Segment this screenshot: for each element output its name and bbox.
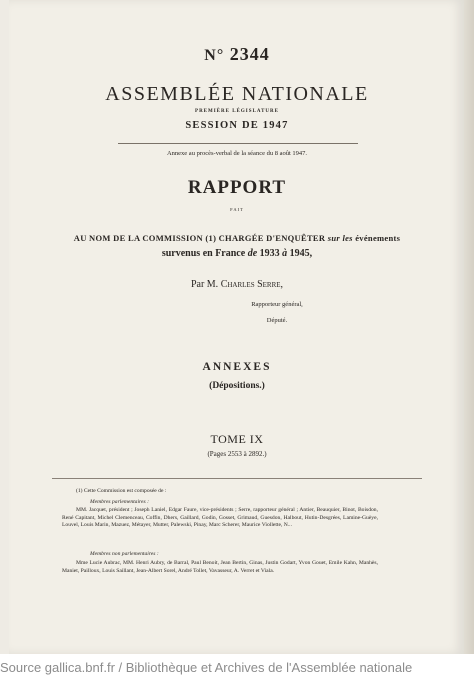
commission-text-italic: à	[282, 248, 288, 259]
rapporteur-role: Rapporteur général,	[251, 301, 303, 308]
page-range: (Pages 2553 à 2892.)	[207, 450, 267, 458]
footnote-heading-parliamentary: Membres parlementaires :	[90, 499, 149, 505]
number-value: 2344	[229, 44, 270, 64]
commission-line-2	[0, 248, 474, 259]
footnote-heading-non-parliamentary: Membres non parlementaires :	[90, 551, 159, 557]
source-attribution: Source gallica.bnf.fr / Bibliothèque et Archives de l'Assemblée nationale	[0, 660, 413, 675]
session-label: SESSION DE 1947	[185, 120, 289, 131]
author-line	[0, 279, 474, 290]
commission-text: survenus en France	[161, 248, 246, 259]
author-prefix: Par M.	[190, 279, 219, 290]
commission-text: AU NOM DE LA COMMISSION (1) CHARGÉE D'ENQUÊTER	[73, 233, 326, 243]
commission-line-1	[0, 233, 474, 243]
commission-text: événements	[355, 233, 401, 243]
annex-minutes-note: Annexe au procès-verbal de la séance du 8 août 1947.	[166, 150, 308, 157]
author-name: Charles Serre,	[220, 279, 284, 290]
footnote-intro: (1) Cette Commission est composée de :	[76, 488, 167, 494]
assembly-title: ASSEMBLÉE NATIONALE	[105, 83, 369, 105]
depute-role: Député.	[266, 317, 288, 324]
footnote-divider	[52, 478, 422, 479]
legislature-label: PREMIÈRE LÉGISLATURE	[195, 109, 279, 114]
footnote-parliamentary-members: MM. Jacquet, président ; Joseph Laniel, Edgar Faure, vice-présidents ; Serre, rapporteur général ; Antier, Beauquier, Binot, Boisdon, René Capitant, Michel Clemenceau, Coffin, Dhers, Gaillard, Godin, Gosset, Grimaud, Guesdon, Halbout, Hutin-Desgrées, Lamine-Guèye, Louvel, Louis Marin, Mazuez, Métayer, Mutter, Palewski, Pinay, Marc Scherer, Maurice Viollette, N...	[62, 507, 378, 529]
number-prefix: N°	[204, 47, 225, 64]
report-title: RAPPORT	[187, 177, 287, 198]
depositions-label: (Dépositions.)	[209, 381, 265, 391]
annexes-title: ANNEXES	[202, 361, 272, 373]
divider	[118, 143, 358, 144]
commission-text-italic: de	[247, 248, 258, 259]
volume-title: TOME IX	[210, 432, 264, 446]
footnote-non-parliamentary-members: Mme Lucie Aubrac, MM. Henri Aubry, de Barral, Paul Benoit, Jean Bertin, Ginas, Justin Godart, Yvon Gouet, Emile Kahn, Manhès, Maniet, Pailloux, Louis Saillant, Jean-Albert Sorel, André Tollet, Vavasseur, A. Verret et Viala.	[62, 560, 378, 574]
document-number	[0, 44, 474, 65]
commission-text-italic: sur les	[327, 233, 353, 243]
fait-label: FAIT	[230, 207, 244, 212]
commission-text: 1945,	[289, 248, 313, 259]
commission-text: 1933	[259, 248, 280, 259]
